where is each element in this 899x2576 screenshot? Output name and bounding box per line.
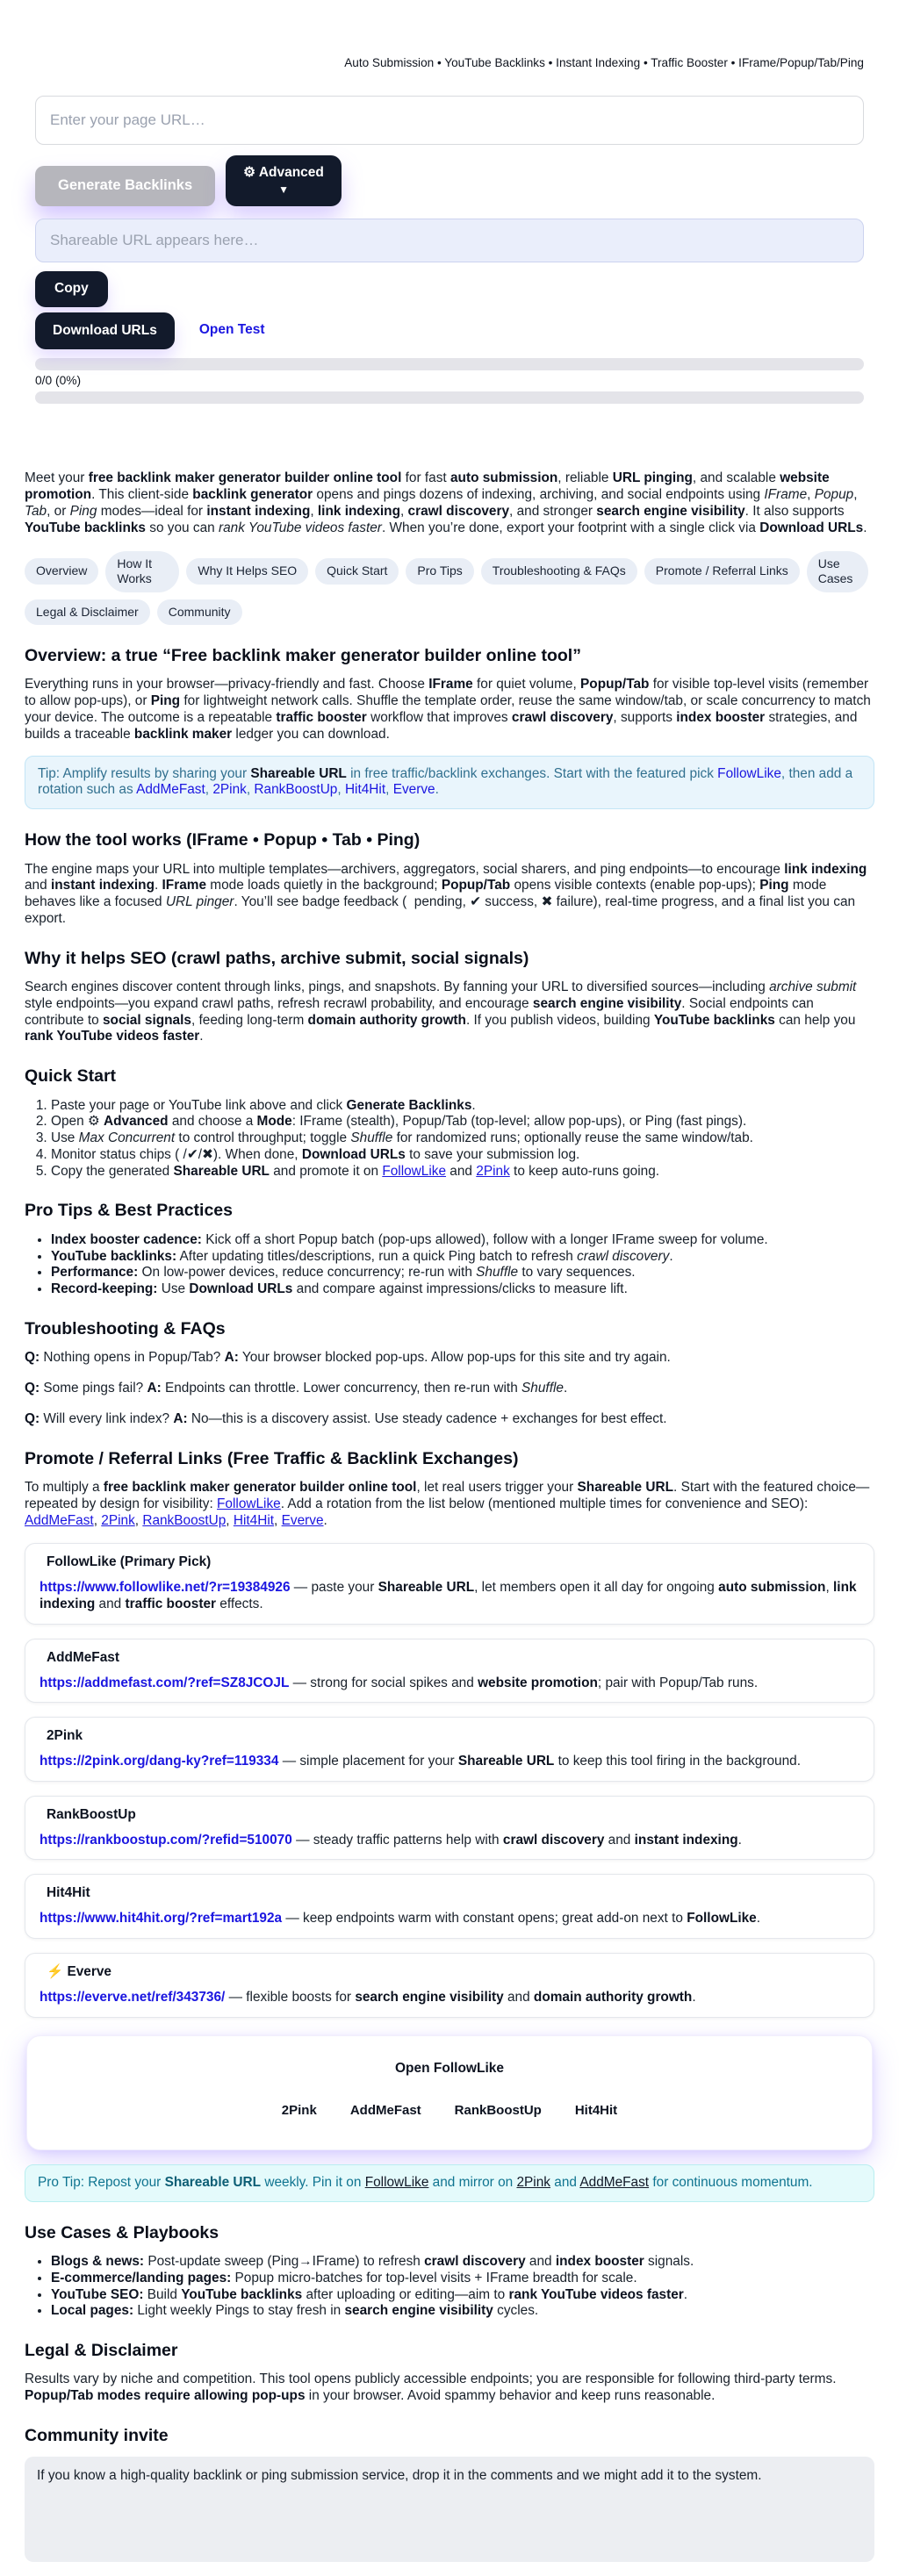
referral-card-followlike xyxy=(25,1543,874,1624)
quick-start-step: 5. Copy the generated Shareable URL and promote it on FollowLike and 2Pink to keep auto-runs going. xyxy=(51,1164,874,1180)
community-invite-box xyxy=(25,2457,874,2562)
tip-link-hit4hit[interactable]: Hit4Hit xyxy=(344,782,386,798)
tab-community[interactable]: Community xyxy=(157,599,242,626)
intro-paragraph: Meet your free backlink maker generator builder online tool for fast auto submission, reliable URL pinging, and scalable website promotion. This client-side backlink generator opens and pings dozens of indexing, archiving, and social endpoints using IFrame, Popup, Tab, or Ping modes—ideal for instant indexing, link indexing, crawl discovery, and stronger search engine visibility. It also supports YouTube backlinks so you can rank YouTube videos faster. When you’re done, export your footprint with a single click via Download URLs. xyxy=(25,470,867,535)
use-case-item: • Blogs & news: Post-update sweep (Ping→IFrame) to refresh crawl discovery and index booster signals. xyxy=(51,2254,874,2271)
copy-button[interactable]: Copy xyxy=(35,271,108,307)
gear-icon: ⚙ xyxy=(243,165,256,181)
referral-url-everve[interactable]: https://everve.net/ref/343736/ xyxy=(40,1989,226,2005)
cta-link-hit4hit[interactable]: Hit4Hit xyxy=(574,2103,618,2119)
faq-item: Q: Will every link index? A: No—this is a discovery assist. Use steady cadence + exchanges for best effect. xyxy=(25,1410,667,1426)
overview-paragraph: Everything runs in your browser—privacy-friendly and fast. Choose IFrame for quiet volume, Popup/Tab for visible top-level visits (remember to allow pop-ups), or Ping for lightweight network calls. Shuffle the template order, reuse the same window/tab, or scale concurrency to match your device. The outcome is a repeatable traffic booster workflow that improves crawl discovery, supports index booster strategies, and builds a traceable backlink maker ledger you can download. xyxy=(25,677,871,742)
tip-link-followlike[interactable]: FollowLike xyxy=(717,765,781,781)
promote-link-everve[interactable]: Everve xyxy=(281,1512,324,1528)
cta-link-addmefast[interactable]: AddMeFast xyxy=(349,2103,421,2119)
pro-tip-item: • Index booster cadence: Kick off a short Popup batch (pop-ups allowed), follow with a longer IFrame sweep for volume. xyxy=(51,1232,874,1249)
referral-card-title: RankBoostUp xyxy=(47,1806,136,1822)
referral-card-rankboostup xyxy=(25,1796,874,1861)
legal-heading: Legal & Disclaimer xyxy=(25,2341,178,2361)
quick-start-step: 3. Use Max Concurrent to control throughput; toggle Shuffle for randomized runs; optionally reuse the same window/tab. xyxy=(51,1130,874,1147)
download-row xyxy=(35,312,864,349)
generate-backlinks-button[interactable]: Generate Backlinks xyxy=(35,166,215,206)
chevron-down-icon: ▼ xyxy=(278,183,289,196)
repost-protip-banner: Pro Tip: Repost your Shareable URL weekly. Pin it on FollowLike and mirror on 2Pink and AddMeFast for continuous momentum. xyxy=(25,2164,874,2202)
backlink-tool-panel xyxy=(25,71,874,405)
seo-article xyxy=(25,470,874,2562)
cta-link-2pink[interactable]: 2Pink xyxy=(281,2103,317,2119)
tip-link-addmefast[interactable]: AddMeFast xyxy=(136,782,205,798)
community-heading: Community invite xyxy=(25,2426,169,2446)
tab-troubleshooting-faqs[interactable]: Troubleshooting & FAQs xyxy=(481,558,637,585)
banner-link-2pink[interactable]: 2Pink xyxy=(516,2174,550,2190)
referral-card-title: Hit4Hit xyxy=(47,1885,90,1901)
shareable-url-output[interactable] xyxy=(35,219,864,262)
why-heading: Why it helps SEO (crawl paths, archive submit, social signals) xyxy=(25,948,529,968)
exchange-quick-links xyxy=(27,2103,872,2119)
tab-use-cases[interactable]: Use Cases xyxy=(807,551,868,592)
overview-heading: Overview: a true “Free backlink maker generator builder online tool” xyxy=(25,646,581,666)
banner-link-followlike[interactable]: FollowLike xyxy=(364,2174,429,2190)
use-case-item: • Local pages: Light weekly Pings to stay fresh in search engine visibility cycles. xyxy=(51,2303,874,2320)
faqs-heading: Troubleshooting & FAQs xyxy=(25,1318,226,1338)
progress-bar xyxy=(35,358,864,370)
quick-start-step: 2. Open ⚙ Advanced and choose a Mode: IFrame (stealth), Popup/Tab (top-level; allow pop-ups), or Ping (fast pings). xyxy=(51,1114,874,1130)
tip-link-2pink[interactable]: 2Pink xyxy=(212,782,247,798)
why-paragraph: Search engines discover content through links, pings, and snapshots. By fanning your URL to diversified sources—including archive submit style endpoints—you expand crawl paths, refresh recrawl probability, and encourage search engine visibility. Social endpoints can contribute to social signals, feeding long-term domain authority growth. If you publish videos, building YouTube backlinks can help you rank YouTube videos faster. xyxy=(25,979,857,1044)
referral-card-hit4hit xyxy=(25,1874,874,1939)
download-urls-button[interactable]: Download URLs xyxy=(35,312,175,349)
referral-card-desc: — strong for social spikes and website promotion; pair with Popup/Tab runs. xyxy=(289,1675,759,1690)
pro-tip-item: • Record-keeping: Use Download URLs and compare against impressions/clicks to measure lift. xyxy=(51,1281,874,1298)
promote-link-rankboostup[interactable]: RankBoostUp xyxy=(142,1512,227,1528)
how-paragraph: The engine maps your URL into multiple templates—archivers, aggregators, social sharers, and ping endpoints—to encourage link indexing and instant indexing. IFrame mode loads quietly in the background; Popup/Tab opens visible contexts (enable pop-ups); Ping mode behaves like a focused URL pinger. You’ll see badge feedback ( pending, ✔ success, ✖ failure), real-time progress, and a final list you can export. xyxy=(25,861,867,926)
referral-card-desc: — keep endpoints warm with constant opens; great add-on next to FollowLike. xyxy=(282,1911,761,1927)
banner-link-addmefast[interactable]: AddMeFast xyxy=(579,2174,650,2190)
amplify-tip-box: Tip: Amplify results by sharing your Shareable URL in free traffic/backlink exchanges. Start with the featured pick FollowLike, then add a rotation such as AddMeFast, 2Pink, RankBoostUp, Hit4Hit, Everve. xyxy=(25,756,874,810)
referral-card-2pink xyxy=(25,1717,874,1782)
progress-label: 0/0 (0%) xyxy=(35,373,82,387)
advanced-label-row xyxy=(243,164,324,183)
tab-quick-start[interactable]: Quick Start xyxy=(315,558,399,585)
referral-card-title: 2Pink xyxy=(47,1728,83,1744)
advanced-label: Advanced xyxy=(258,165,324,181)
promote-link-addmefast[interactable]: AddMeFast xyxy=(25,1512,94,1528)
pro-tips-heading: Pro Tips & Best Practices xyxy=(25,1201,233,1221)
tab-promote-referral-links[interactable]: Promote / Referral Links xyxy=(644,558,800,585)
use-case-item: • YouTube SEO: Build YouTube backlinks after uploading or editing—aim to rank YouTube videos faster. xyxy=(51,2287,874,2304)
quickstart-link-2pink[interactable]: 2Pink xyxy=(476,1163,510,1179)
community-paragraph: If you know a high-quality backlink or ping submission service, drop it in the comments and we might add it to the system. xyxy=(37,2468,762,2484)
open-test-link[interactable]: Open Test xyxy=(198,322,265,338)
tip-link-everve[interactable]: Everve xyxy=(392,782,435,798)
referral-url-2pink[interactable]: https://2pink.org/dang-ky?ref=119334 xyxy=(40,1754,279,1769)
use-cases-list xyxy=(25,2254,874,2320)
use-cases-heading: Use Cases & Playbooks xyxy=(25,2222,219,2242)
referral-url-rankboostup[interactable]: https://rankboostup.com/?refid=510070 xyxy=(40,1832,292,1848)
referral-card-desc: — paste your Shareable URL, let members open it all day for ongoing auto submission, link indexing and traffic booster effects. xyxy=(40,1580,857,1611)
how-heading: How the tool works (IFrame • Popup • Tab • Ping) xyxy=(25,830,421,850)
referral-card-title: FollowLike (Primary Pick) xyxy=(47,1554,212,1570)
pro-tips-list xyxy=(25,1232,874,1298)
tab-how-it-works[interactable]: How It Works xyxy=(105,551,179,592)
promote-heading: Promote / Referral Links (Free Traffic & Backlink Exchanges) xyxy=(25,1448,519,1468)
referral-card-title: ⚡ Everve xyxy=(47,1964,111,1980)
referral-card-title: AddMeFast xyxy=(47,1649,119,1665)
log-bar xyxy=(35,391,864,404)
copy-row xyxy=(35,262,864,307)
referral-url-addmefast[interactable]: https://addmefast.com/?ref=SZ8JCOJL xyxy=(40,1675,290,1690)
action-button-row xyxy=(35,155,864,206)
pro-tip-item: • Performance: On low-power devices, reduce concurrency; re-run with Shuffle to vary sequences. xyxy=(51,1265,874,1281)
referral-url-followlike[interactable]: https://www.followlike.net/?r=19384926 xyxy=(40,1580,291,1596)
quickstart-link-followlike[interactable]: FollowLike xyxy=(382,1163,447,1179)
tab-legal-disclaimer[interactable]: Legal & Disclaimer xyxy=(25,599,150,626)
promote-link-hit4hit[interactable]: Hit4Hit xyxy=(233,1512,275,1528)
referral-card-desc: — simple placement for your Shareable URL to keep this tool firing in the background. xyxy=(278,1754,801,1769)
advanced-toggle-button[interactable] xyxy=(226,155,342,206)
quick-start-step: 1. Paste your page or YouTube link above and click Generate Backlinks. xyxy=(51,1098,874,1115)
tab-why-it-helps-seo[interactable]: Why It Helps SEO xyxy=(186,558,308,585)
exchange-cta-card xyxy=(26,2035,873,2150)
use-case-item: • E-commerce/landing pages: Popup micro-batches for top-level visits + IFrame breadth for scale. xyxy=(51,2271,874,2287)
legal-paragraph: Results vary by niche and competition. This tool opens publicly accessible endpoints; you are responsible for following third-party terms. Popup/Tab modes require allowing pop-ups in your browser. Avoid spammy behavior and keep runs reasonable. xyxy=(25,2371,837,2404)
tip-link-rankboostup[interactable]: RankBoostUp xyxy=(254,782,338,798)
referral-card-everve xyxy=(25,1953,874,2018)
quick-start-heading: Quick Start xyxy=(25,1066,117,1087)
promote-paragraph: To multiply a free backlink maker generator builder online tool, let real users trigger your Shareable URL. Start with the featured choice—repeated by design for visibility: FollowLike. Add a rotation from the list below (mentioned multiple times for convenience and SEO): AddMeFast, 2Pink, RankBoostUp, Hit4Hit, Everve. xyxy=(25,1480,870,1528)
cta-link-rankboostup[interactable]: RankBoostUp xyxy=(454,2103,542,2119)
tab-overview[interactable]: Overview xyxy=(25,558,98,585)
quick-start-step: 4. Monitor status chips ( /✔/✖). When done, Download URLs to save your submission log. xyxy=(51,1147,874,1164)
page-url-input[interactable] xyxy=(35,96,864,145)
promote-link-2pink[interactable]: 2Pink xyxy=(101,1512,135,1528)
header-tagline: Auto Submission • YouTube Backlinks • Instant Indexing • Traffic Booster • IFrame/Popup/Tab/Ping xyxy=(344,56,864,69)
referral-card-addmefast xyxy=(25,1639,874,1704)
section-tabs xyxy=(25,551,874,626)
referral-card-desc: — flexible boosts for search engine visibility and domain authority growth. xyxy=(225,1989,696,2005)
faq-item: Q: Some pings fail? A: Endpoints can throttle. Lower concurrency, then re-run with Shuffle. xyxy=(25,1381,568,1396)
pro-tip-item: • YouTube backlinks: After updating titles/descriptions, run a quick Ping batch to refresh crawl discovery. xyxy=(51,1249,874,1266)
faq-item: Q: Nothing opens in Popup/Tab? A: Your browser blocked pop-ups. Allow pop-ups for this site and try again. xyxy=(25,1350,671,1366)
promote-link-followlike[interactable]: FollowLike xyxy=(217,1496,281,1511)
quick-start-steps xyxy=(25,1098,874,1180)
referral-card-desc: — steady traffic patterns help with crawl discovery and instant indexing. xyxy=(291,1832,742,1848)
referral-url-hit4hit[interactable]: https://www.hit4hit.org/?ref=mart192a xyxy=(40,1911,283,1927)
tab-pro-tips[interactable]: Pro Tips xyxy=(406,558,473,585)
open-followlike-button[interactable]: Open FollowLike xyxy=(394,2060,504,2076)
